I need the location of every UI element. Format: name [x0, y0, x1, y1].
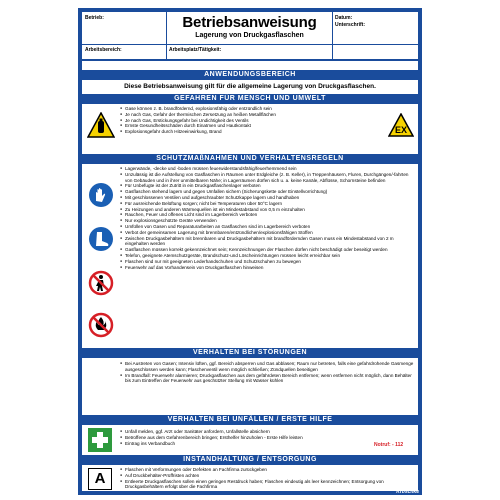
- list-item: ● Gasflaschen stehend lagern und gegen Umfallen sichern (Sicherungskette oder Einstellvorrichtung): [120, 189, 416, 195]
- list-item: ● Bei Austreten von Gasen; Intensiv lüften, ggf. Bereich absperren und Gas abblasen; Raum nur betreten, falls eine gefahrdrohende Gasmenge ausgeschlossen werden kann; Flaschenventil wenn möglich schließen; Zündquellen beseitigen: [120, 361, 416, 373]
- brand-logo: Kroschke: [396, 489, 419, 495]
- list-item: ● Unzulässig ist die Aufstellung von Gasflaschen in Räumen unter Erdgleiche (z. B. Keller), in Treppenhäusern, Fluren, Durchgängen/-fahrten von Gebäuden und in ihrer unmittelbaren Nähe; in Lagerräumen dürfen sich u. a. keine Kanäle, Abflüsse, Schornsteine befinden: [120, 172, 416, 184]
- list-item: ● Telefon, geeignete Atemschutzgeräte, Brandschutz-und Löscheinrichtungen müssen leicht erreichbar sein: [120, 253, 416, 259]
- list-item: ● Für ausreichende Belüftung sorgen; nicht bei Temperaturen über 50°C lagern: [120, 201, 416, 207]
- list-item: ● Auf Druckbehälter-Prüffristen achten: [120, 473, 388, 479]
- section-heading-gefahren: GEFAHREN FÜR MENSCH UND UMWELT: [82, 94, 418, 104]
- list-item: ● Im Brandfall: Feuerwehr alarmieren; Druckgasflaschen aus dem gefährdeten Bereich entfernen; wenn entfernen nicht möglich, dann Behälter bis zum Eintreffen der Feuerwehr aus geschützter Stellung mit Wasser kühlen: [120, 373, 416, 385]
- section-heading-anwendung: ANWENDUNGSBEREICH: [82, 70, 418, 80]
- arbeitsplatz-label: Arbeitsplatz/Tätigkeit:: [169, 47, 222, 53]
- list-item: ● Eintrag ins Verbandbuch: [120, 441, 416, 447]
- section-heading-stoerungen: VERHALTEN BEI STÖRUNGEN: [82, 348, 418, 358]
- svg-text:EX: EX: [394, 125, 408, 135]
- safety-boots-mandatory-icon: [88, 226, 114, 252]
- betrieb-label: Betrieb:: [85, 15, 104, 21]
- document-body: [82, 12, 418, 491]
- list-item: ● Unfall melden, ggf. Arzt oder Sanitäter anfordern, Unfallstelle absichern: [120, 429, 416, 435]
- datum-label: Datum:: [335, 15, 353, 21]
- unterschrift-label: Unterschrift:: [335, 22, 366, 28]
- list-item: ● Verbot der gemeinsamen Lagerung mit brennbaren/entzündlichen/explosionsfähigen Stoffen: [120, 230, 416, 236]
- warning-triangle-icon: [87, 112, 115, 138]
- section-instandhaltung: [82, 467, 418, 491]
- section-heading-unfaelle: VERHALTEN BEI UNFÄLLEN / ERSTE HILFE: [82, 415, 418, 425]
- unfaelle-list: [120, 429, 416, 446]
- list-item: ● Je nach Gas, Gefahr der thermischen Zersetzung an heißen Metallflächen: [120, 112, 416, 118]
- section-schutz: [82, 166, 418, 356]
- list-item: ● Feuerwehr auf das Vorhandensein von Druckgasflaschen hinweisen: [120, 265, 416, 271]
- list-item: ● Ernste Gesundheitsschäden durch Einatmen und Hautkontakt: [120, 123, 416, 129]
- no-unauthorized-access-icon: [88, 270, 114, 296]
- list-item: ● Zu Heizungen und anderen Wärmequellen ist ein Mindestabstand von 0,5 m einzuhalten: [120, 207, 416, 213]
- schutz-list: [120, 166, 416, 270]
- emergency-number: Notruf: - 112: [374, 442, 404, 448]
- gloves-mandatory-icon: [88, 182, 114, 208]
- page-subtitle: Lagerung von Druckgasflaschen: [195, 32, 304, 39]
- stoerungen-list: [120, 361, 416, 384]
- section-heading-schutz: SCHUTZMAßNAHMEN UND VERHALTENSREGELN: [82, 154, 418, 164]
- gefahren-list: [120, 106, 416, 135]
- list-item: ● Lagerwände, -decke und -boden müssen feuerwiderstandsfähig/feuerhemmend sein: [120, 166, 416, 172]
- list-item: ● Rauchen, Feuer und offenes Licht sind im Lagerbereich verboten: [120, 212, 416, 218]
- page-title: Betriebsanweisung: [182, 14, 317, 31]
- list-item: ● Mit geschlossenen Ventilen und aufgeschraubter Schutzkappe lagern und handhaben: [120, 195, 416, 201]
- section-heading-instandhaltung: INSTANDHALTUNG / ENTSORGUNG: [82, 455, 418, 465]
- list-item: ● Flaschen mit Verformungen oder Defekten an Fachfirma zurückgeben: [120, 467, 388, 473]
- list-item: ● Zwischen Druckgasbehältern mit brennbaren und Druckgasbehältern mit brandfördernden Gasen muss ein Mindestabstand von 2 m eingehalten werden: [120, 236, 416, 248]
- list-item: ● Entleerte Druckgasflaschen sollen einen geringen Restdruck haben; Flaschen eindeutig als leer kennzeichnen; Entsorgung von Druckgasbehältern erfolgt über die Fachfirma: [120, 479, 388, 491]
- document-frame: [78, 8, 422, 495]
- list-item: ● Je nach Gas, Erstickungsgefahr bei Undichtigkeit des Ventils: [120, 118, 416, 124]
- no-open-fire-icon: [88, 312, 114, 338]
- document-header: [82, 12, 418, 61]
- section-unfaelle: [82, 427, 418, 453]
- disposal-sign-a-icon: A: [88, 468, 112, 490]
- list-item: ● Betroffene aus dem Gefahrenbereich bringen; Ersthelfer hinzuholen - Erste Hilfe leisten: [120, 435, 416, 441]
- anwendung-text: Diese Betriebsanweisung gilt für die allgemeine Lagerung von Druckgasflaschen.: [124, 83, 376, 90]
- list-item: ● Gase können z. B. brandfördernd, explosionsfähig oder entzündlich sein: [120, 106, 416, 112]
- list-item: ● Umfüllen von Gasen und Reparaturarbeiten an Gasflaschen sind im Lagerbereich verboten: [120, 224, 416, 230]
- list-item: ● Gasflaschen müssen korrekt gekennzeichnet sein; Kennzeichnungen der Flaschen dürfen nicht beschädigt oder beseitigt werden: [120, 247, 416, 253]
- arbeitsbereich-label: Arbeitsbereich:: [85, 47, 122, 53]
- list-item: ● Flaschen sind nur mit geeigneten Lederhandschuhen und Schutzschuhen zu bewegen: [120, 259, 416, 265]
- list-item: ● Nur explosionsgeschützte Geräte verwenden: [120, 218, 416, 224]
- first-aid-cross-icon: [88, 428, 112, 452]
- instandhaltung-list: [120, 467, 388, 490]
- list-item: ● Explosionsgefahr durch Hitzeeinwirkung, Brand: [120, 129, 416, 135]
- list-item: ● Für Unbefugte ist der Zutritt in ein Druckgasflaschenlager verboten: [120, 183, 416, 189]
- section-gefahren: [82, 106, 418, 150]
- ex-explosion-icon: [388, 113, 414, 137]
- section-stoerungen: [82, 361, 418, 413]
